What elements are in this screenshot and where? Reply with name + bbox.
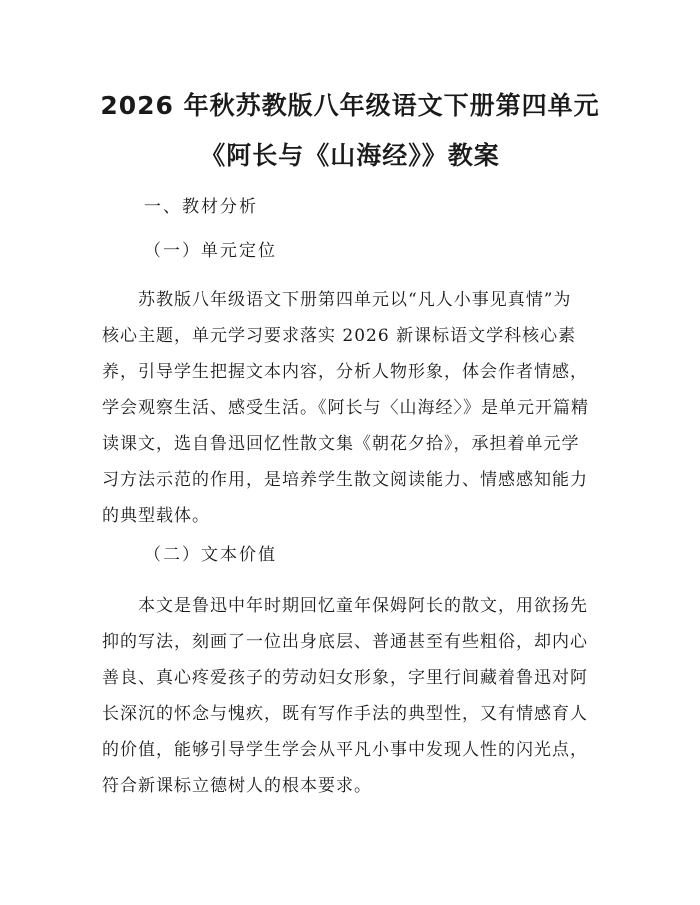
paragraph-text-value <box>102 588 602 804</box>
paragraph-line: 的价值，能够引导学生学会从平凡小事中发现人性的闪光点， <box>102 740 588 760</box>
paragraph-line: 学会观察生活、感受生活。《阿长与〈山海经〉》是单元开篇精 <box>102 398 589 418</box>
paragraph-line: 核心主题，单元学习要求落实 2026 新课标语文学科核心素 <box>102 326 577 346</box>
subsection-heading-text-value: （二）文本价值 <box>144 545 277 565</box>
paragraph-line: 养，引导学生把握文本内容，分析人物形象，体会作者情感， <box>102 362 588 382</box>
paragraph-unit-position <box>102 282 602 534</box>
paragraph-line: 习方法示范的作用，是培养学生散文阅读能力、情感感知能力 <box>102 470 588 490</box>
paragraph-line: 的典型载体。 <box>102 506 210 526</box>
paragraph-line: 读课文，选自鲁迅回忆性散文集《朝花夕拾》，承担着单元学 <box>102 434 580 454</box>
paragraph-line: 善良、真心疼爱孩子的劳动妇女形象，字里行间藏着鲁迅对阿 <box>102 668 588 688</box>
paragraph-line: 长深沉的怀念与愧疚，既有写作手法的典型性，又有情感育人 <box>102 704 588 724</box>
subsection-heading-unit-position: （一）单元定位 <box>144 241 277 261</box>
section-heading-textbook-analysis: 一、教材分析 <box>144 197 258 217</box>
paragraph-line: 符合新课标立德树人的根本要求。 <box>102 776 372 796</box>
document-title-line2: 《阿长与《山海经》》教案 <box>200 141 500 170</box>
paragraph-line: 本文是鲁迅中年时期回忆童年保姆阿长的散文，用欲扬先 <box>102 596 588 616</box>
paragraph-line: 抑的写法，刻画了一位出身底层、普通甚至有些粗俗，却内心 <box>102 632 588 652</box>
document-title-line1: 2026 年秋苏教版八年级语文下册第四单元 <box>100 91 600 120</box>
paragraph-line: 苏教版八年级语文下册第四单元以“凡人小事见真情”为 <box>102 290 572 310</box>
